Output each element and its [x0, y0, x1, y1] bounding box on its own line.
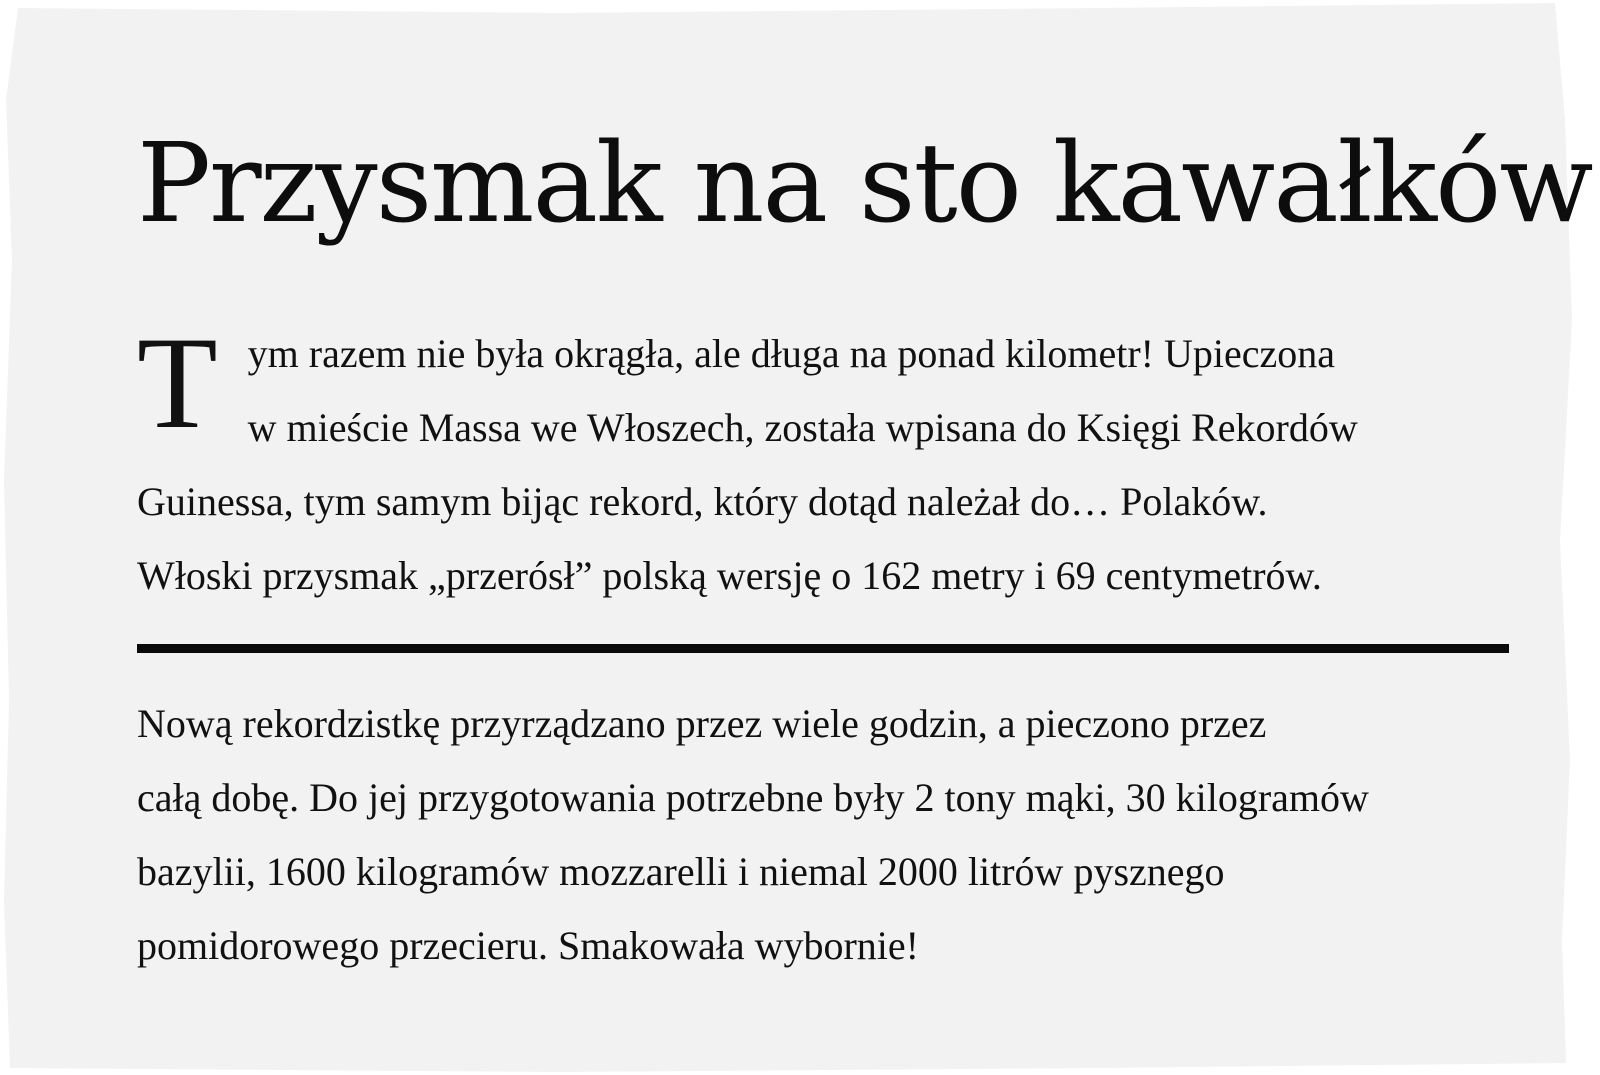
body-line: bazylii, 1600 kilogramów mozzarelli i niemal 2000 litrów pysznego	[137, 849, 1225, 894]
body-line: Nową rekordzistkę przyrządzano przez wiele godzin, a pieczono przez	[137, 701, 1267, 746]
lead-paragraph	[137, 309, 1527, 613]
lead-line: Guinessa, tym samym bijąc rekord, który dotąd należał do… Polaków.	[137, 479, 1268, 524]
body-line: pomidorowego przecieru. Smakowała wybornie!	[137, 923, 919, 968]
body-line: całą dobę. Do jej przygotowania potrzebne były 2 tony mąki, 30 kilogramów	[137, 775, 1369, 820]
body-paragraph	[137, 687, 1527, 983]
lead-line: ym razem nie była okrągła, ale długa na ponad kilometr! Upieczona	[247, 331, 1335, 376]
section-divider	[137, 644, 1509, 653]
drop-cap: T	[137, 309, 218, 456]
lead-line: w mieście Massa we Włoszech, została wpisana do Księgi Rekordów	[247, 405, 1358, 450]
lead-line: Włoski przysmak „przerósł” polską wersję o 162 metry i 69 centymetrów.	[137, 553, 1322, 598]
article-title: Przysmak na sto kawałków	[137, 119, 1592, 247]
